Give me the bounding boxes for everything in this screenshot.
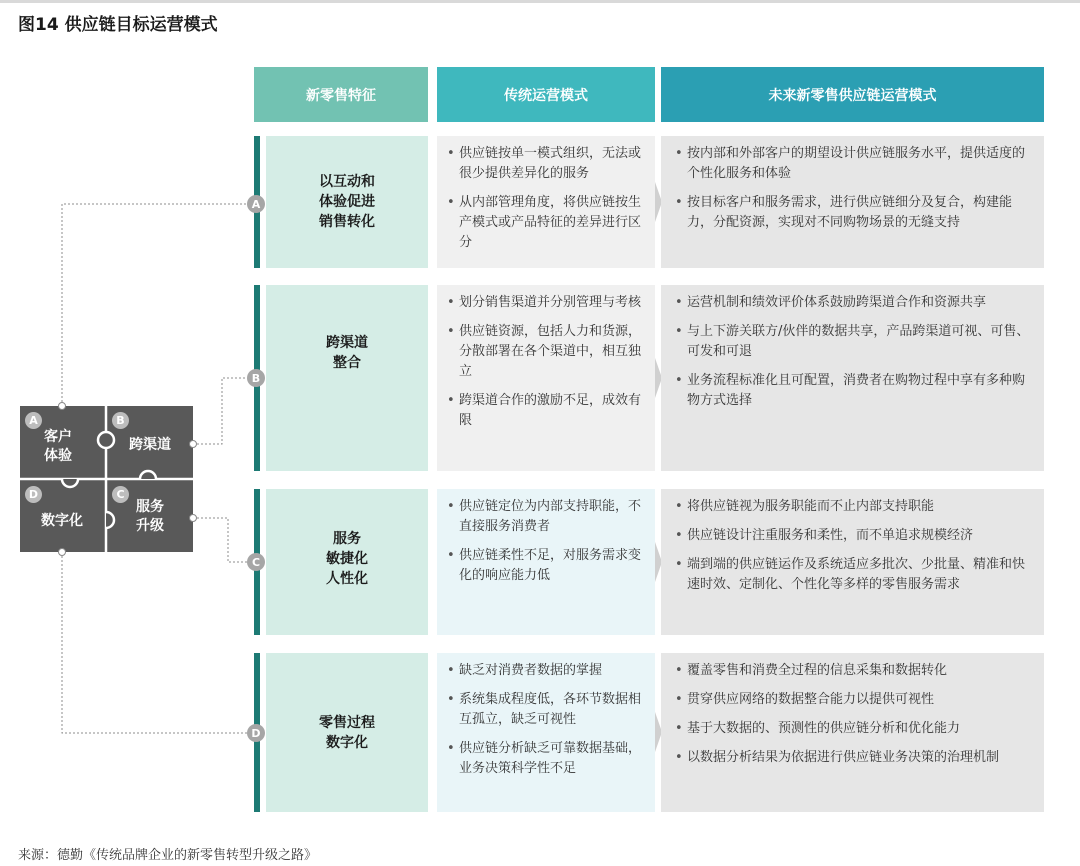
connector-dot [189, 514, 197, 522]
puzzle-c-line: 升级 [136, 518, 164, 534]
puzzle-badge-a: A [25, 412, 42, 429]
list-item: • 供应链定位为内部支持职能，不直接服务消费者 [447, 497, 645, 537]
row-c-feature-line: 敏捷化 [326, 551, 368, 567]
list-item: • 按内部和外部客户的期望设计供应链服务水平，提供适度的个性化服务和体验 [675, 144, 1032, 184]
list-item: • 将供应链视为服务职能而不止内部支持职能 [675, 497, 1032, 517]
row-d-feature-line: 零售过程 [319, 714, 375, 731]
row-a-feature-line: 体验促进 [319, 194, 375, 210]
puzzle-c-line: 服务 [136, 499, 164, 515]
list-item: • 覆盖零售和消费全过程的信息采集和数据转化 [675, 661, 1032, 681]
row-a-badge: A [247, 195, 265, 213]
row-d-feature-line: 数字化 [326, 734, 368, 751]
row-b-feature-line: 整合 [333, 355, 361, 371]
connector-dot [58, 548, 66, 556]
puzzle-badge-d: D [25, 486, 42, 503]
list-item: • 供应链资源，包括人力和货源，分散部署在各个渠道中，相互独立 [447, 322, 645, 382]
list-item: • 系统集成程度低，各环节数据相互孤立，缺乏可视性 [447, 690, 645, 730]
puzzle-badge-c: C [112, 486, 129, 503]
list-item: • 贯穿供应网络的数据整合能力以提供可视性 [675, 690, 1032, 710]
row-c-badge: C [247, 553, 265, 571]
list-item: • 跨渠道合作的激励不足，成效有限 [447, 391, 645, 431]
row-c-feature-line: 服务 [333, 531, 361, 547]
list-item: • 供应链柔性不足，对服务需求变化的响应能力低 [447, 546, 645, 586]
connector-dot [58, 402, 66, 410]
list-item: • 划分销售渠道并分别管理与考核 [447, 293, 645, 313]
puzzle-piece-c [126, 498, 174, 536]
puzzle-a-line: 客户 [44, 429, 72, 445]
list-item: • 按目标客户和服务需求，进行供应链细分及复合，构建能力，分配资源，实现对不同购物场景的无缝支持 [675, 193, 1032, 233]
list-item: • 供应链按单一模式组织，无法或很少提供差异化的服务 [447, 144, 645, 184]
connector-dot [189, 440, 197, 448]
puzzle-piece-b: 跨渠道 [129, 437, 171, 453]
list-item: • 供应链设计注重服务和柔性，而不单追求规模经济 [675, 526, 1032, 546]
header-future: 未来新零售供应链运营模式 [661, 67, 1044, 122]
list-item: • 基于大数据的、预测性的供应链分析和优化能力 [675, 719, 1032, 739]
puzzle-badge-b: B [112, 412, 129, 429]
list-item: • 端到端的供应链运作及系统适应多批次、少批量、精准和快速时效、定制化、个性化等多样的零售服务需求 [675, 555, 1032, 595]
figure-title: 图14 供应链目标运营模式 [18, 15, 218, 35]
row-b-badge: B [247, 369, 265, 387]
row-c-feature-line: 人性化 [326, 571, 368, 587]
puzzle-piece-d: 数字化 [41, 513, 83, 529]
header-traditional: 传统运营模式 [437, 67, 655, 122]
list-item: • 运营机制和绩效评价体系鼓励跨渠道合作和资源共享 [675, 293, 1032, 313]
row-a-feature-line: 销售转化 [319, 214, 375, 230]
source-note: 来源：德勤《传统品牌企业的新零售转型升级之路》 [18, 848, 318, 863]
list-item: • 供应链分析缺乏可靠数据基础，业务决策科学性不足 [447, 739, 645, 779]
puzzle-piece-a [30, 428, 86, 466]
row-a-feature-line: 以互动和 [319, 174, 375, 190]
list-item: • 与上下游关联方/伙伴的数据共享，产品跨渠道可视、可售、可发和可退 [675, 322, 1032, 362]
row-d-badge: D [247, 724, 265, 742]
list-item: • 业务流程标准化且可配置，消费者在购物过程中享有多种购物方式选择 [675, 371, 1032, 411]
list-item: • 以数据分析结果为依据进行供应链业务决策的治理机制 [675, 748, 1032, 768]
header-feature: 新零售特征 [254, 67, 428, 122]
row-b-feature-line: 跨渠道 [326, 335, 368, 351]
list-item: • 缺乏对消费者数据的掌握 [447, 661, 645, 681]
puzzle-a-line: 体验 [44, 448, 72, 464]
list-item: • 从内部管理角度，将供应链按生产模式或产品特征的差异进行区分 [447, 193, 645, 253]
